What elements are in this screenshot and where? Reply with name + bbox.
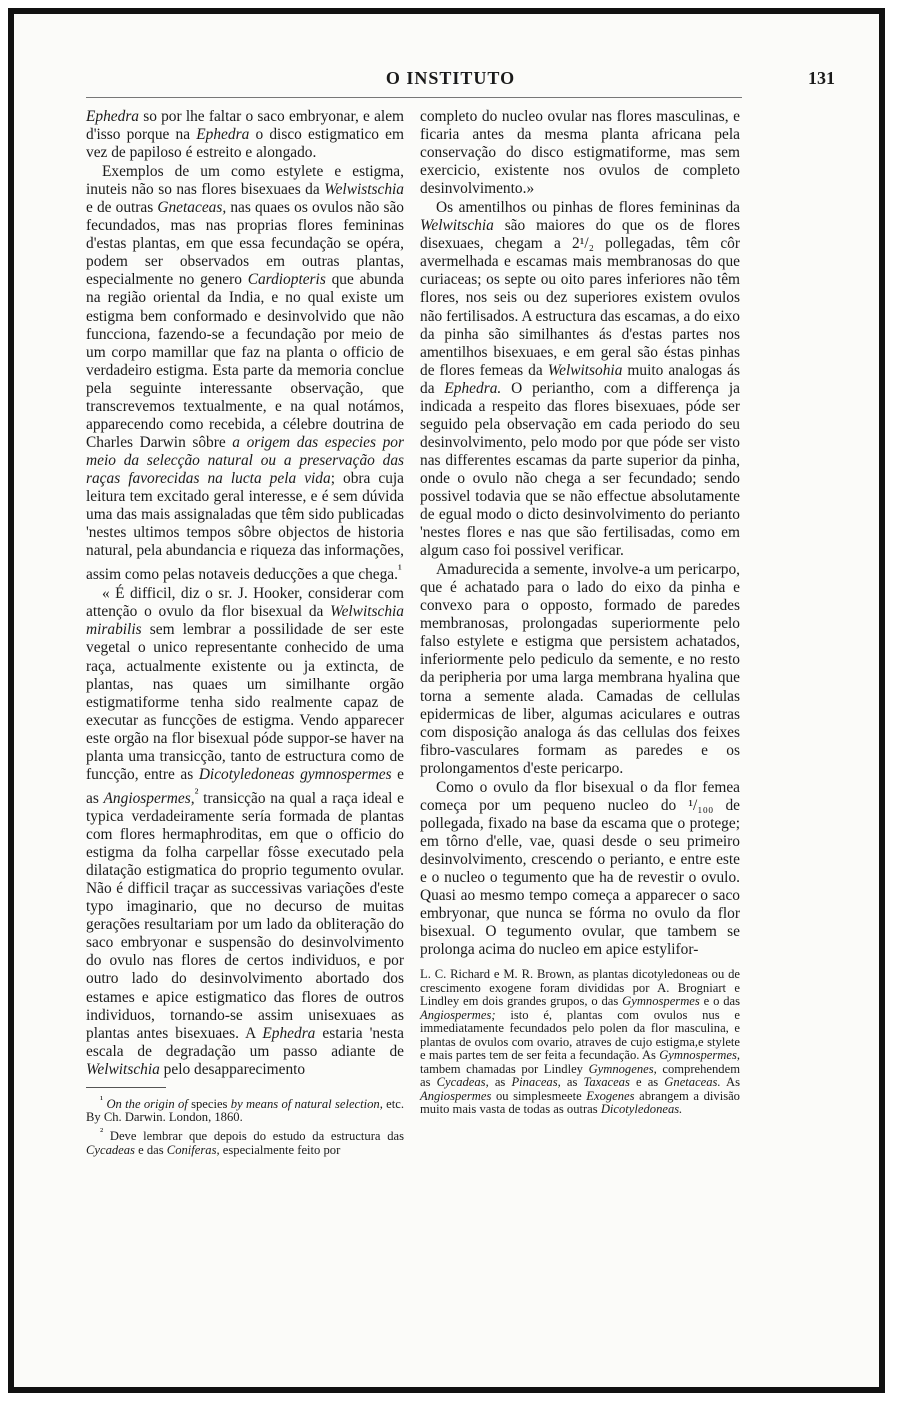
footnote-rule xyxy=(86,1087,166,1088)
footnote-ref: ² xyxy=(194,785,199,800)
paragraph: Amadurecida a semente, involve-a um pericarpo, que é achatado para o lado do eixo da pinha e convexo para o opposto, formado de paredes membranosas, prolongadas superiormente pelo falso estylete e estigma que persistem achatados, inferiormente pelo pediculo da semente, e no resto da peripheria por uma larga membrana hyalina que torna a semente alada. Camadas de cellulas epidermicas de liber, algumas aciculares e outras com disposição analoga ás das cellulas dos feixes fibro-vasculares formam as paredes e os prolongamentos d'este pericarpo. xyxy=(420,561,740,777)
running-header-title: O INSTITUTO xyxy=(385,68,516,88)
paragraph: Como o ovulo da flor bisexual o da flor femea começa por um pequeno nucleo do ¹/₁₀₀ de pollegada, fixado na base da escama que o protege; em tôrno d'elle, vae, quasi desde o seu primeiro desinvolvimento, crescendo o perianto, e entre este e o nucleo o tegumento que ha de revestir o ovulo. Quasi ao mesmo tempo começa a apparecer o saco embryonar, que nunca se fórma no ovulo da flor bisexual. O tegumento ovular, que tambem se prolonga acima do nucleo em apice estylifor- xyxy=(420,778,740,959)
footnote-continuation: L. C. Richard e M. R. Brown, as plantas dicotyledoneas ou de crescimento exogene foram divididas por A. Brogniart e Lindley em dois grandes grupos, o das Gymnospermes e o das Angiospermes; isto é, plantas com ovulos nus e immediatamente fecundados pelo polen da flor masculina, e plantas de ovulos com ovario, atraves de cujo estigma,e stylete e mais partes tem de ser feita a fecundação. As Gymnospermes, tambem chamadas por Lindley Gymnogenes, comprehendem as Cycadeas, as Pinaceas, as Taxaceas e as Gnetaceas. As Angiospermes ou simplesmeete Exogenes abrangem a divisão muito mais vasta de todas as outras Dicotyledoneas. xyxy=(420,967,741,1117)
footnote-1: $^{^1}$ On the origin of species by means of natural selection, etc. By Ch. Darwin. London, 1860. xyxy=(86,1094,404,1125)
footnotes xyxy=(86,1094,404,1157)
paragraph: completo do nucleo ovular nas flores masculinas, e ficaria antes da mesma planta africana pela conservação do disco estigmatiforme, mas sem exercicio, existente nos ovulos de completo desinvolvimento.» xyxy=(420,108,740,198)
paragraph: Os amentilhos ou pinhas de flores femininas da Welwitschia são maiores do que os de flores disexuaes, chegam a 2¹/₂ pollegadas, têm côr avermelhada e escamas mais membranosas do que curiaceas; os septe ou oito pares inferiores não têm flores, nos seis ou dez superiores existem ovulos não fertilisados. A estructura das escamas, a do eixo da pinha são similhantes ás d'estas partes nos amentilhos bisexuaes, e em geral são éstas pinhas de flores femeas da Welwitsohia muito analogas ás da Ephedra. O periantho, com a differença ja indicada a respeito das flores bisexuaes, póde ser seguido pela observação em cada periodo do seu desinvolvimento, pelo modo por que póde ser visto nas differentes escamas da parte superior da pinha, onde o ovulo não chega a ser fecundado; sendo possivel todavia que se não effectue absolutamente de egual modo o dicto desinvolvimento do perianto 'nestes flores e nas que são fertilisadas, como em algum caso foi possivel verificar. xyxy=(420,199,740,560)
paragraph: Exemplos de um como estylete e estigma, inuteis não so nas flores bisexuaes da Welwistschia e de outras Gnetaceas, nas quaes os ovulos não são fecundados, mas nas proprias flores femininas d'estas plantas, em que essa fecundação se opéra, podem ser observados em outras plantas, especialmente no genero Cardiopteris que abunda na região oriental da India, e no qual existe um estigma bem conformado e desinvolvido que não funcciona, fazendo-se a fecundação por meio de um corpo mamillar que faz na planta o officio de verdadeiro estigma. Esta parte da memoria conclue pela seguinte interessante observação, que transcrevemos textualmente, e na qual notámos, apparecendo como recebida, a célebre doutrina de Charles Darwin sôbre a origem das especies por meio da selecção natural ou a preservação das raças favorecidas na lucta pela vida; obra cuja leitura tem excitado geral interesse, e é sem dúvida uma das mais assignaladas que têm sido publicadas 'nestes ultimos tempos sôbre objectos de historia natural, pela abundancia e riqueza das informações, assim como pelas notaveis deducções a que chega.$^{^1}$ xyxy=(86,163,404,584)
fraction: ¹/₁₀₀ xyxy=(688,796,714,814)
paragraph: « É difficil, diz o sr. J. Hooker, considerar com attenção o ovulo da flor bisexual da Welwitschia mirabilis sem lembrar a possilidade de ser este vegetal o unico representante conhecido de uma raça, actualmente existente ou ja extincta, de plantas, nas quaes um similhante orgão estigmatiforme tenha sido realmente capaz de executar as funcções de estigma. Vendo apparecer este orgão na flor bisexual póde suppor-se haver na planta uma transicção, tanto de estructura como de funcção, entre as Dicotyledoneas gymnospermes e as Angiospermes,$^{^2}$ transicção na qual a raça ideal e typica verdadeiramente sería formada de plantas com flores hermaphroditas, em que o officio do estigma da folha carpellar fôsse executado pela dilatação estigmatica do proprio tegumento ovular. Não é difficil traçar as successivas variações d'este typo imaginario, que no decurso de muitas gerações resultariam por um lado da obliteração do saco embryonar e suspensão do desinvolvimento do ovulo nas flores de certos individuos, e por outro lado do desinvolvimento abortado dos estames e apice estigmatico das flores de outros individuos, tornando-se assim unisexuaes as plantas antes bisexuaes. A Ephedra estaria 'nesta escala de degradação um passo adiante de Welwitschia pelo desapparecimento xyxy=(86,585,404,1078)
page-number: 131 xyxy=(808,68,835,88)
footnote-2: $^{^2}$ Deve lembrar que depois do estudo da estructura das Cycadeas e das Coniferas, especialmente feito por xyxy=(86,1126,404,1157)
header-rule xyxy=(86,97,742,98)
footnote-ref: ¹ xyxy=(397,562,402,577)
paragraph: Ephedra so por lhe faltar o saco embryonar, e alem d'isso porque na Ephedra o disco estigmatico em vez de papiloso é estreito e alongado. xyxy=(86,108,404,162)
left-column xyxy=(86,108,404,1157)
right-column xyxy=(420,108,740,1117)
